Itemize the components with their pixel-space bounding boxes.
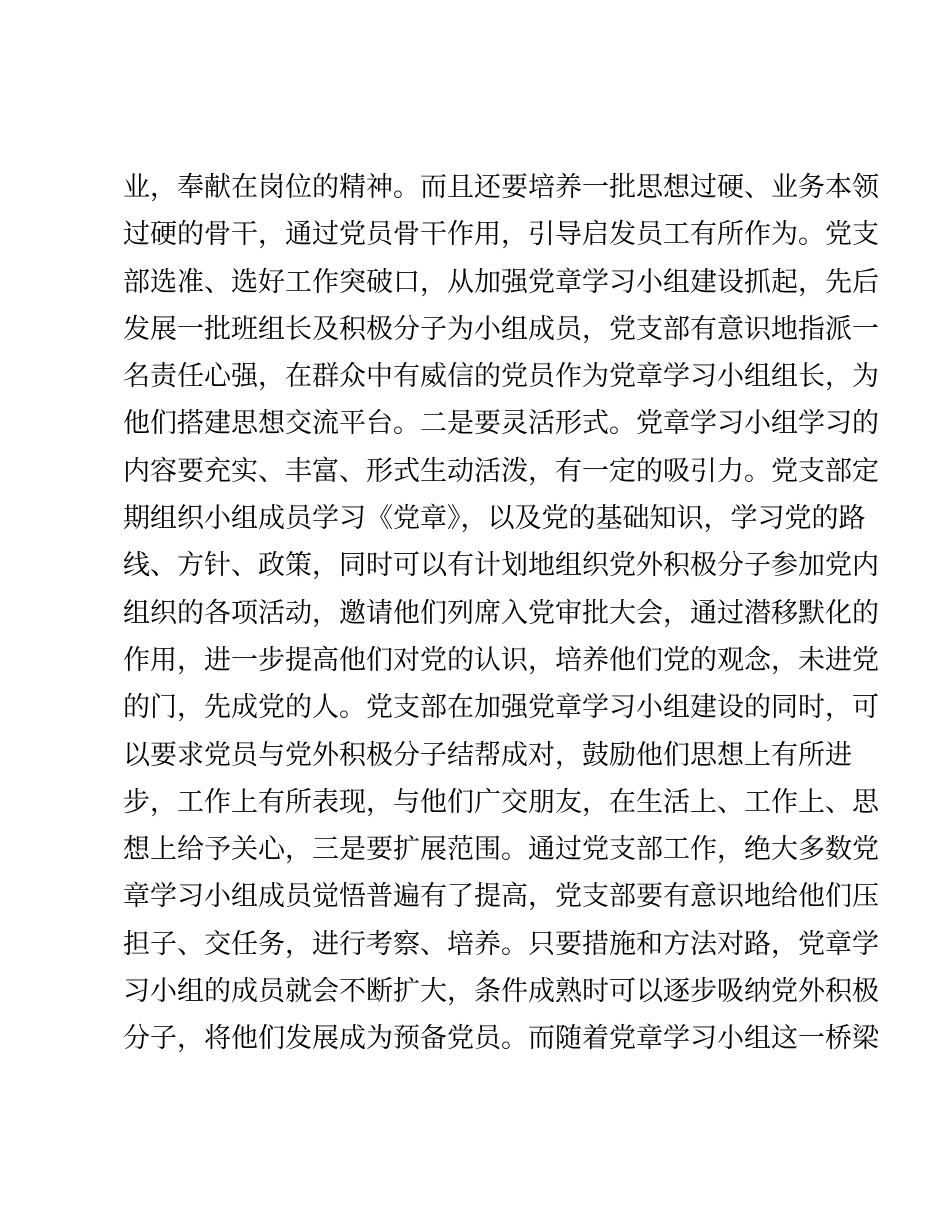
text-line: 过硬的骨干，通过党员骨干作用，引导启发员工有所作为。党支 <box>123 219 879 251</box>
text-line: 章学习小组成员觉悟普遍有了提高，党支部要有意识地给他们压 <box>123 881 879 913</box>
text-line: 的门，先成党的人。党支部在加强党章学习小组建设的同时，可 <box>123 692 879 724</box>
text-line: 期组织小组成员学习《党章》，以及党的基础知识，学习党的路 <box>123 503 866 535</box>
text-line: 作用，进一步提高他们对党的认识，培养他们党的观念，未进党 <box>123 644 879 676</box>
text-line: 内容要充实、丰富、形式生动活泼，有一定的吸引力。党支部定 <box>123 455 879 487</box>
text-line: 业，奉献在岗位的精神。而且还要培养一批思想过硬、业务本领 <box>123 172 879 203</box>
body-text <box>123 164 879 1063</box>
text-line: 分子，将他们发展成为预备党员。而随着党章学习小组这一桥梁 <box>123 1023 879 1055</box>
text-line: 步，工作上有所表现，与他们广交朋友，在生活上、工作上、思 <box>123 786 879 818</box>
text-line: 以要求党员与党外积极分子结帮成对，鼓励他们思想上有所进 <box>123 739 852 771</box>
text-line: 线、方针、政策，同时可以有计划地组织党外积极分子参加党内 <box>123 550 879 582</box>
text-line: 组织的各项活动，邀请他们列席入党审批大会，通过潜移默化的 <box>123 597 879 629</box>
text-line: 想上给予关心，三是要扩展范围。通过党支部工作，绝大多数党 <box>123 834 879 866</box>
text-line: 发展一批班组长及积极分子为小组成员，党支部有意识地指派一 <box>123 313 879 345</box>
text-line: 担子、交任务，进行考察、培养。只要措施和方法对路，党章学 <box>123 928 879 960</box>
text-line: 名责任心强，在群众中有威信的党员作为党章学习小组组长，为 <box>123 361 879 393</box>
text-line: 习小组的成员就会不断扩大，条件成熟时可以逐步吸纳党外积极 <box>123 976 879 1008</box>
text-line: 部选准、选好工作突破口，从加强党章学习小组建设抓起，先后 <box>123 266 879 298</box>
text-line: 他们搭建思想交流平台。二是要灵活形式。党章学习小组学习的 <box>123 408 879 440</box>
